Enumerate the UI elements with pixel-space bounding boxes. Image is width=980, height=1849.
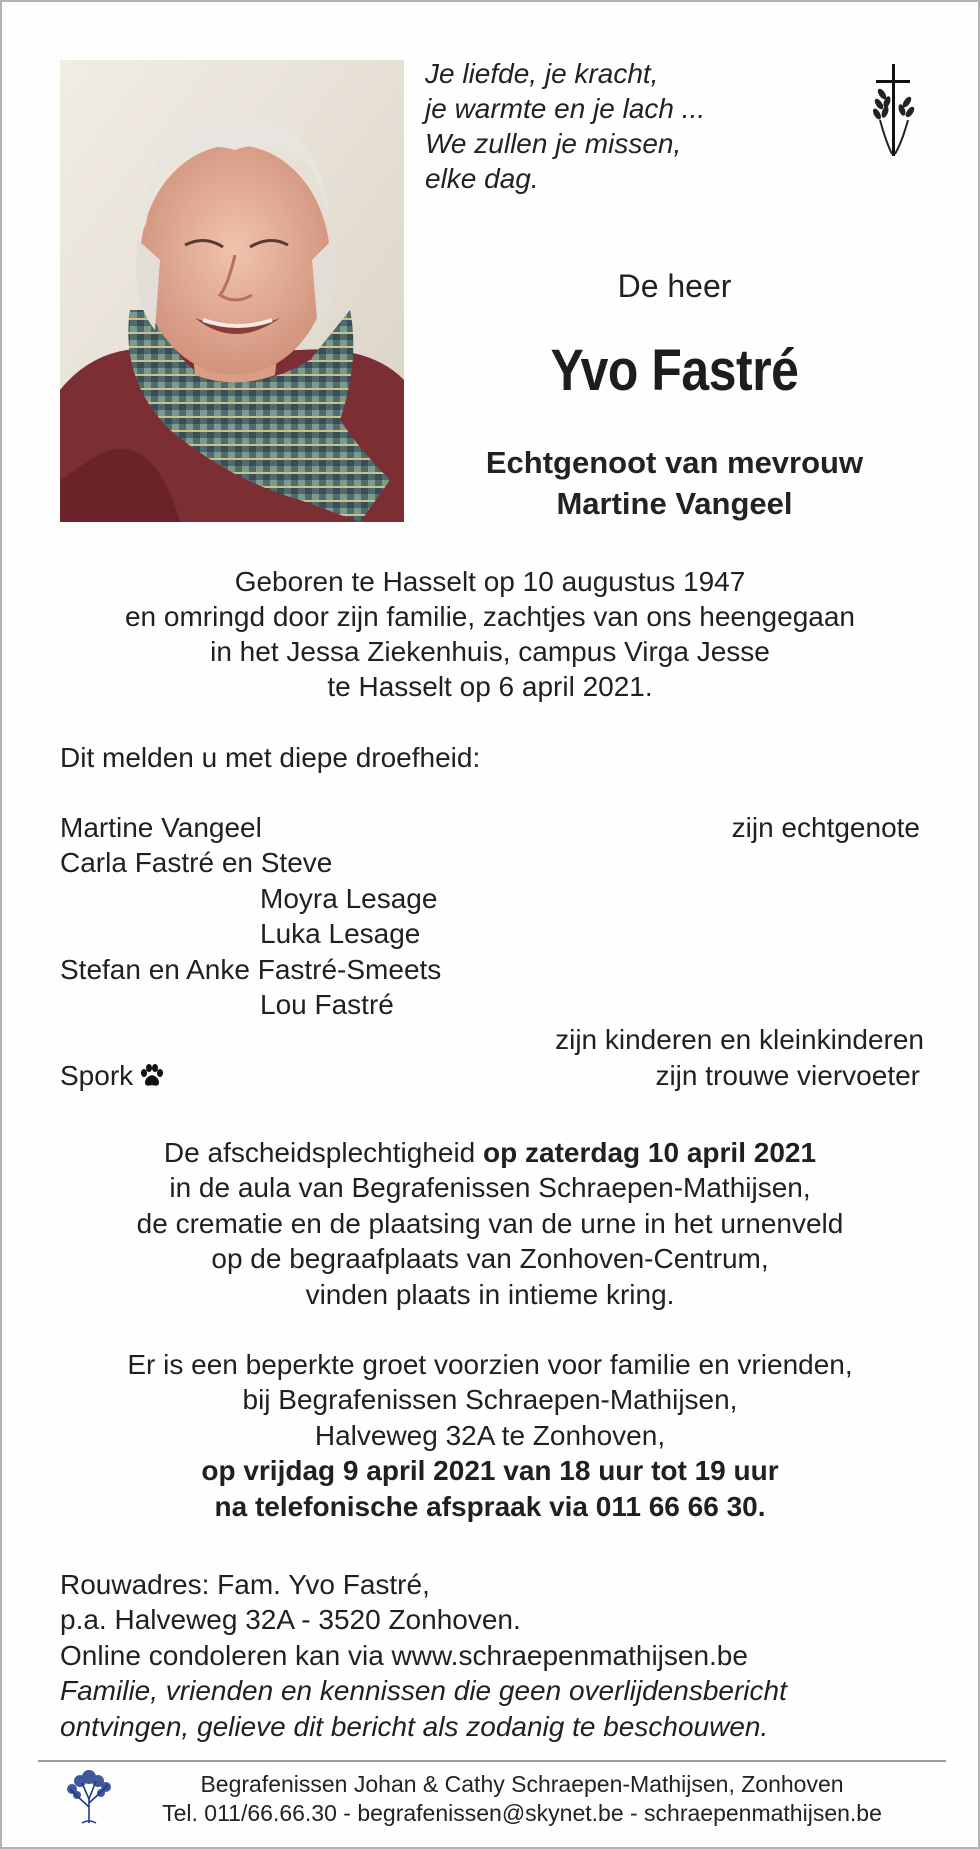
poem [425, 56, 705, 196]
spouse-line [422, 442, 927, 524]
notice-line: Familie, vrienden en kennissen die geen overlijdensbericht [60, 1675, 787, 1707]
family-row [60, 987, 922, 1022]
detail-line: Geboren te Hasselt op 10 augustus 1947 [234, 566, 746, 597]
condolence-link[interactable]: Online condoleren kan via www.schraepenmathijsen.be [60, 1639, 748, 1671]
tree-logo-icon [64, 1767, 114, 1825]
ceremony-line [2, 1135, 978, 1170]
family-row [60, 1022, 922, 1057]
spouse-title: Echtgenoot van mevrouw [485, 445, 864, 480]
ceremony-line: vinden plaats in intieme kring. [305, 1278, 675, 1310]
ceremony-prefix: De afscheidsplechtigheid [163, 1137, 484, 1168]
family-member: Carla Fastré en Steve [60, 847, 333, 879]
poem-line: We zullen je missen, [425, 128, 682, 159]
family-row [60, 916, 922, 951]
family-relation: zijn echtgenote [731, 812, 920, 843]
paw-print-icon [139, 1064, 165, 1088]
ceremony-line: op de begraafplaats van Zonhoven-Centrum, [211, 1243, 769, 1275]
notice-line: ontvingen, gelieve dit bericht als zodanig te beschouwen. [60, 1710, 769, 1742]
deceased-name: Yvo Fastré [550, 338, 799, 403]
family-member: Lou Fastré [260, 988, 394, 1020]
ceremony-details [2, 1135, 978, 1312]
funeral-home-info [122, 1770, 922, 1828]
family-member: Stefan en Anke Fastré-Smeets [60, 953, 442, 985]
family-row [60, 1058, 922, 1093]
family-member: Martine Vangeel [60, 812, 262, 843]
pet-name: Spork [60, 1059, 134, 1091]
address-line: Rouwadres: Fam. Yvo Fastré, [60, 1569, 430, 1600]
spouse-name: Martine Vangeel [556, 486, 793, 521]
ceremony-line: de crematie en de plaatsing van de urne in het urnenveld [136, 1207, 844, 1239]
ceremony-date: op zaterdag 10 april 2021 [483, 1137, 817, 1168]
family-row [60, 810, 922, 845]
family-member: Luka Lesage [260, 918, 421, 950]
family-member-pet [60, 1058, 165, 1093]
family-list [60, 810, 922, 1093]
honorific: De heer [617, 268, 732, 304]
announcement: Dit melden u met diepe droefheid: [60, 742, 481, 773]
family-row [60, 881, 922, 916]
family-row [60, 845, 922, 880]
ceremony-line: in de aula van Begrafenissen Schraepen-Mathijsen, [169, 1172, 811, 1204]
detail-line: te Hasselt op 6 april 2021. [327, 671, 653, 702]
detail-line: en omringd door zijn familie, zachtjes van ons heengegaan [124, 601, 855, 632]
family-row [60, 952, 922, 987]
funeral-home-contact[interactable]: Tel. 011/66.66.30 - begrafenissen@skynet.be - schraepenmathijsen.be [162, 1800, 882, 1826]
footer-divider [38, 1760, 946, 1762]
detail-line: in het Jessa Ziekenhuis, campus Virga Jesse [210, 636, 770, 667]
portrait-photo [60, 60, 404, 522]
mourning-address [60, 1567, 787, 1744]
visit-line: Er is een beperkte groet voorzien voor familie en vrienden, [127, 1349, 853, 1380]
visit-time: op vrijdag 9 april 2021 van 18 uur tot 19 uur [201, 1455, 779, 1487]
birth-death-details [2, 564, 978, 704]
cross-with-wheat-icon [852, 62, 932, 162]
poem-line: je warmte en je lach ... [425, 93, 706, 124]
funeral-home-name: Begrafenissen Johan & Cathy Schraepen-Mathijsen, Zonhoven [200, 1771, 844, 1797]
poem-line: Je liefde, je kracht, [425, 58, 659, 89]
visit-appointment: na telefonische afspraak via 011 66 66 30. [214, 1490, 766, 1522]
address-line: p.a. Halveweg 32A - 3520 Zonhoven. [60, 1604, 521, 1636]
visit-line: bij Begrafenissen Schraepen-Mathijsen, [242, 1384, 738, 1416]
poem-line: elke dag. [425, 163, 539, 194]
family-relation: zijn trouwe viervoeter [655, 1059, 920, 1091]
family-relation: zijn kinderen en kleinkinderen [555, 1024, 924, 1056]
family-member: Moyra Lesage [260, 882, 438, 914]
visit-line: Halveweg 32A te Zonhoven, [314, 1419, 666, 1451]
visitation-details [2, 1347, 978, 1524]
